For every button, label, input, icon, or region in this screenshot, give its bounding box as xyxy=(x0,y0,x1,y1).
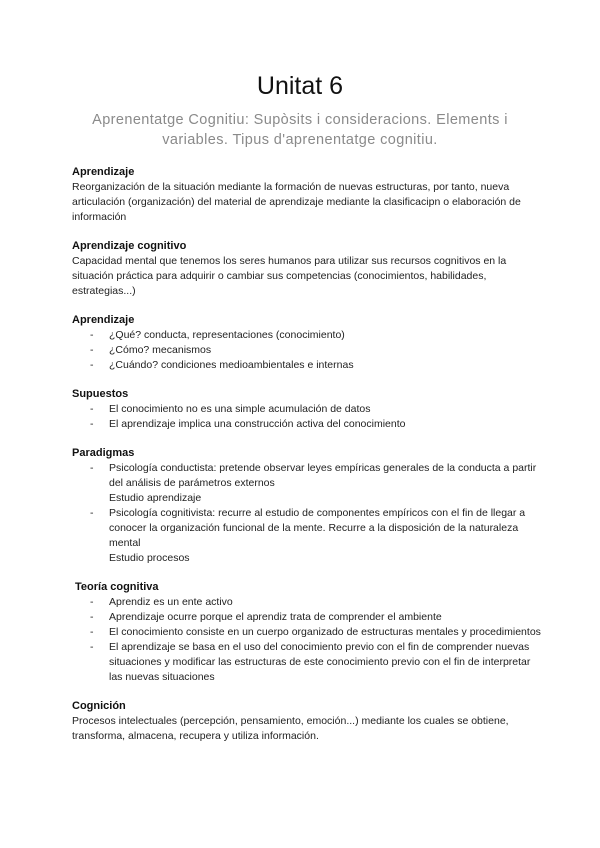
section-teoria-cognitiva xyxy=(72,580,542,685)
list-item: - ¿Qué? conducta, representaciones (conocimiento) xyxy=(90,328,542,343)
section-heading: Supuestos xyxy=(72,388,129,400)
list-item: - El aprendizaje se basa en el uso del conocimiento previo con el fin de comprender nuevas situaciones y modificar las estructuras de este conocimiento previo con el fin de interpretar las nuevas situaciones xyxy=(90,640,542,685)
list-item: - El conocimiento consiste en un cuerpo organizado de estructuras mentales y procedimientos xyxy=(90,625,542,640)
section-heading: Cognición xyxy=(72,700,126,712)
section-heading: Aprendizaje xyxy=(72,314,135,326)
list-item: - El aprendizaje implica una construcción activa del conocimiento xyxy=(90,417,542,432)
bullet-list xyxy=(72,402,542,432)
bullet-list xyxy=(72,328,542,373)
list-item: - Aprendizaje ocurre porque el aprendiz trata de comprender el ambiente xyxy=(90,610,542,625)
list-item xyxy=(90,506,542,566)
section-text: Capacidad mental que tenemos los seres humanos para utilizar sus recursos cognitivos en la situación práctica para adquirir o cambiar sus competencias (conocimientos, habilidades, estrategias...) xyxy=(72,255,507,297)
section-paradigmas xyxy=(72,446,542,566)
section-text: Reorganización de la situación mediante la formación de nuevas estructuras, por tanto, nueva articulación (organización) del material de aprendizaje mediante la clasificacipn o elaboración de información xyxy=(72,181,521,223)
section-aprendizaje-preguntas xyxy=(72,313,542,373)
section-heading: Aprendizaje xyxy=(72,166,135,178)
page-subtitle: Aprenentatge Cognitiu: Supòsits i consideracions. Elements i variables. Tipus d'aprenentatge cognitiu. xyxy=(92,112,508,148)
section-cognicion xyxy=(72,699,542,744)
list-item xyxy=(90,461,542,506)
list-item-text: Psicología cognitivista: recurre al estudio de componentes empíricos con el fin de llegar a conocer la organización funcional de la mente. Recurre a la disposición de la naturaleza mental xyxy=(109,507,526,549)
section-heading: Paradigmas xyxy=(72,447,135,459)
bullet-list xyxy=(72,595,542,685)
list-item-text: Psicología conductista: pretende observar leyes empíricas generales de la conducta a partir del análisis de parámetros externos xyxy=(109,462,537,489)
list-item: - Aprendiz es un ente activo xyxy=(90,595,542,610)
section-text: Procesos intelectuales (percepción, pensamiento, emoción...) mediante los cuales se obtiene, transforma, almacena, recupera y utiliza información. xyxy=(72,715,509,742)
list-item-subtext: Estudio aprendizaje xyxy=(109,492,202,504)
list-item: - ¿Cómo? mecanismos xyxy=(90,343,542,358)
section-aprendizaje xyxy=(72,165,542,225)
section-heading: Teoría cognitiva xyxy=(75,581,159,593)
page-title: Unitat 6 xyxy=(256,72,344,100)
list-item-subtext: Estudio procesos xyxy=(109,552,190,564)
section-heading: Aprendizaje cognitivo xyxy=(72,240,187,252)
list-item: - El conocimiento no es una simple acumulación de datos xyxy=(90,402,542,417)
section-supuestos xyxy=(72,387,542,432)
document-content xyxy=(72,165,542,758)
section-aprendizaje-cognitivo xyxy=(72,239,542,299)
bullet-list xyxy=(72,461,542,566)
list-item: - ¿Cuándo? condiciones medioambientales e internas xyxy=(90,358,542,373)
